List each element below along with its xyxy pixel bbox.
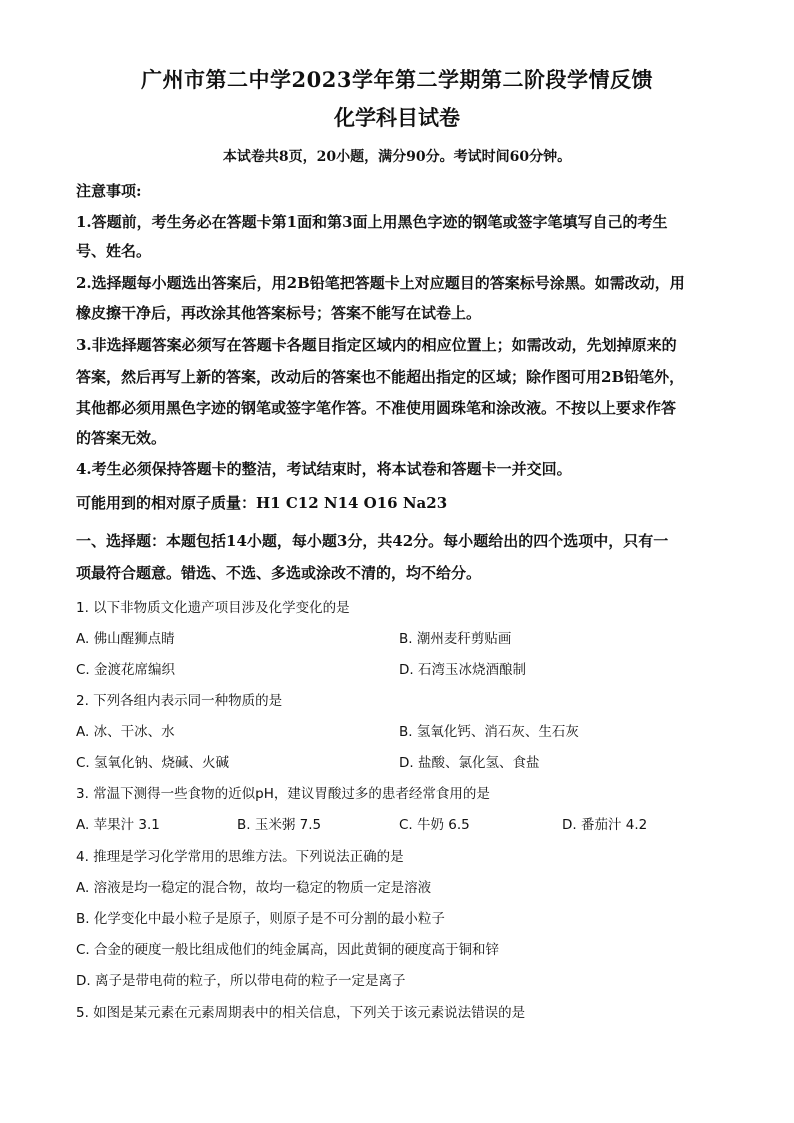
question-1-option-b: B. 潮州麦秆剪贴画 (399, 631, 512, 647)
question-4-option-a: A. 溶液是均一稳定的混合物，故均一稳定的物质一定是溶液 (76, 880, 432, 896)
question-2-option-c: C. 氢氧化钠、烧碱、火碱 (76, 755, 230, 771)
question-4-stem: 4. 推理是学习化学常用的思维方法。下列说法正确的是 (76, 849, 404, 865)
section-1-heading-line-2: 项最符合题意。错选、不选、多选或涂改不清的，均不给分。 (76, 564, 482, 582)
note-2-line-2: 橡皮擦干净后，再改涂其他答案标号；答案不能写在试卷上。 (76, 304, 482, 322)
subject-title: 化学科目试卷 (334, 105, 460, 130)
question-1-option-c: C. 金渡花席编织 (76, 662, 176, 678)
note-3-line-3: 其他都必须用黑色字迹的钢笔或签字笔作答。不准使用圆珠笔和涂改液。不按以上要求作答 (76, 399, 677, 417)
atomic-mass-note: 可能用到的相对原子质量：H1 C12 N14 O16 Na23 (76, 494, 448, 512)
question-4-option-d: D. 离子是带电荷的粒子，所以带电荷的粒子一定是离子 (76, 973, 406, 989)
note-1-line-2: 号、姓名。 (76, 242, 152, 260)
question-2-option-a: A. 冰、干冰、水 (76, 724, 175, 740)
section-1-heading-line-1: 一、选择题：本题包括14小题，每小题3分，共42分。每小题给出的四个选项中，只有一 (76, 532, 669, 550)
question-2-option-b: B. 氢氧化钙、消石灰、生石灰 (399, 724, 579, 740)
exam-subtitle: 本试卷共8页，20小题，满分90分。考试时间60分钟。 (222, 149, 572, 165)
note-1-line-1: 1.答题前，考生务必在答题卡第1面和第3面上用黑色字迹的钢笔或签字笔填写自己的考生 (76, 213, 668, 231)
question-5-stem: 5. 如图是某元素在元素周期表中的相关信息，下列关于该元素说法错误的是 (76, 1005, 526, 1021)
question-4-option-b: B. 化学变化中最小粒子是原子，则原子是不可分割的最小粒子 (76, 911, 445, 927)
exam-title: 广州市第二中学2023学年第二学期第二阶段学情反馈 (141, 67, 653, 92)
note-3-line-1: 3.非选择题答案必须写在答题卡各题目指定区域内的相应位置上；如需改动，先划掉原来的 (76, 336, 677, 354)
question-3-option-b: B. 玉米粥 7.5 (237, 817, 322, 833)
question-3-stem: 3. 常温下测得一些食物的近似pH，建议胃酸过多的患者经常食用的是 (76, 786, 490, 802)
question-1-stem: 1. 以下非物质文化遗产项目涉及化学变化的是 (76, 600, 350, 616)
note-3-line-2: 答案，然后再写上新的答案，改动后的答案也不能超出指定的区域；除作图可用2B铅笔外， (76, 368, 685, 386)
question-3-option-c: C. 牛奶 6.5 (399, 817, 470, 833)
note-3-line-4: 的答案无效。 (76, 429, 167, 447)
question-3-option-a: A. 苹果汁 3.1 (76, 817, 160, 833)
note-2-line-1: 2.选择题每小题选出答案后，用2B铅笔把答题卡上对应题目的答案标号涂黑。如需改动，用 (76, 274, 685, 292)
question-2-option-d: D. 盐酸、氯化氢、食盐 (399, 755, 540, 771)
question-2-stem: 2. 下列各组内表示同一种物质的是 (76, 693, 283, 709)
question-1-option-d: D. 石湾玉冰烧酒酿制 (399, 662, 526, 678)
note-4: 4.考生必须保持答题卡的整洁，考试结束时，将本试卷和答题卡一并交回。 (76, 460, 572, 478)
question-4-option-c: C. 合金的硬度一般比组成他们的纯金属高，因此黄铜的硬度高于铜和锌 (76, 942, 500, 958)
question-1-option-a: A. 佛山醒狮点睛 (76, 631, 175, 647)
question-3-option-d: D. 番茄汁 4.2 (562, 817, 648, 833)
notes-heading: 注意事项: (76, 182, 142, 200)
